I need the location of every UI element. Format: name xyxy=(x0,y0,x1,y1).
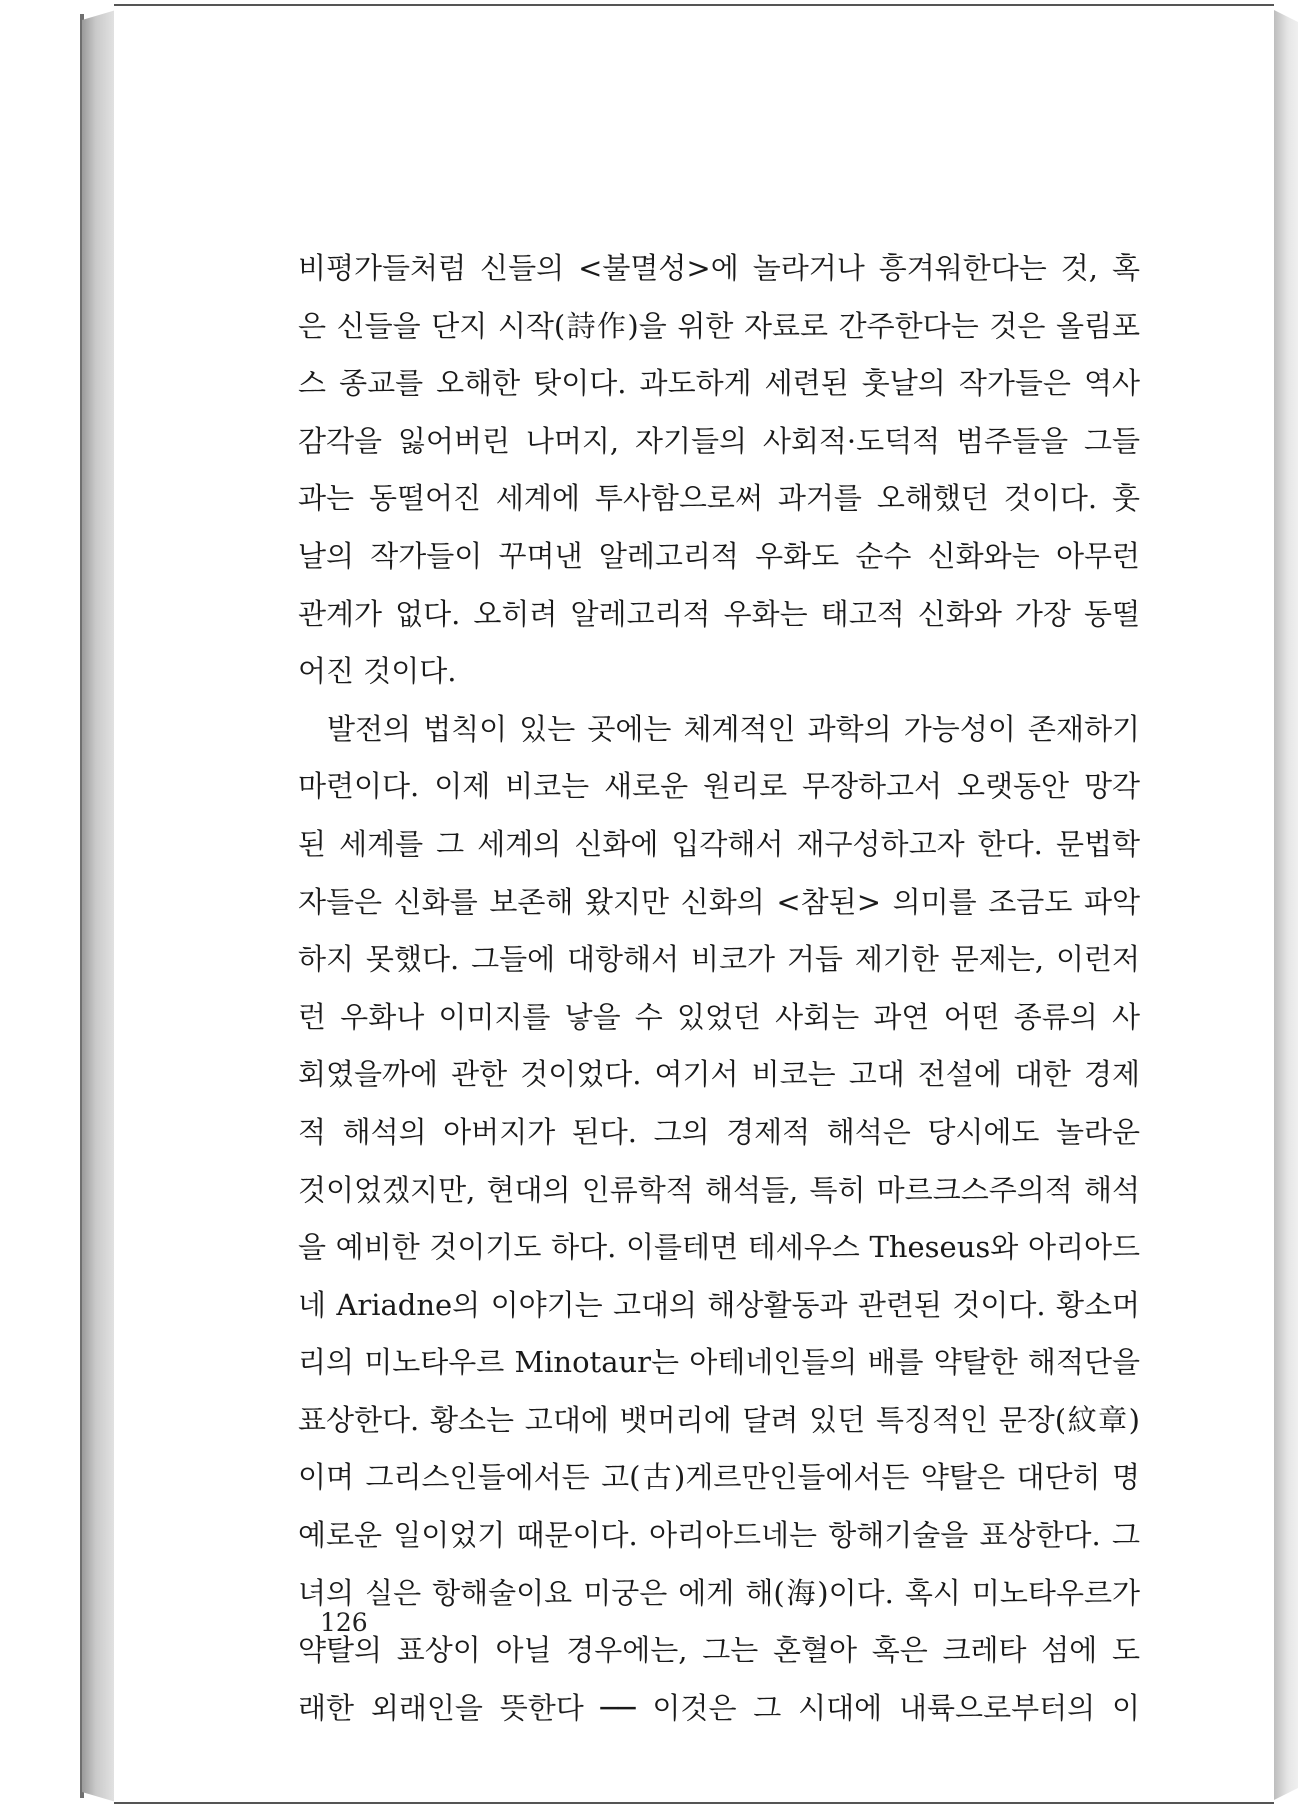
text-line: 된 세계를 그 세계의 신화에 입각해서 재구성하고자 한다. 문법학 xyxy=(298,826,1140,861)
text-line: 비평가들처럼 신들의 <불멸성>에 놀라거나 흥겨워한다는 것, 혹 xyxy=(298,251,1140,285)
text-line: 네 Ariadne의 이야기는 고대의 해상활동과 관련된 것이다. 황소머 xyxy=(298,1287,1140,1322)
text-line: 을 예비한 것이기도 하다. 이를테면 테세우스 Theseus와 아리아드 xyxy=(298,1230,1140,1265)
text-line: 래한 외래인을 뜻한다 ── 이것은 그 시대에 내륙으로부터의 이 xyxy=(298,1690,1140,1725)
book-spine xyxy=(82,10,116,1802)
text-line: 마련이다. 이제 비코는 새로운 원리로 무장하고서 오랫동안 망각 xyxy=(298,769,1140,804)
text-line: 감각을 잃어버린 나머지, 자기들의 사회적·도덕적 범주들을 그들 xyxy=(298,423,1140,458)
body-text xyxy=(298,240,1140,1737)
text-line: 표상한다. 황소는 고대에 뱃머리에 달려 있던 특징적인 문장(紋章) xyxy=(298,1402,1140,1437)
text-line: 과는 동떨어진 세계에 투사함으로써 과거를 오해했던 것이다. 훗 xyxy=(298,481,1140,516)
text-line: 회였을까에 관한 것이었다. 여기서 비코는 고대 전설에 대한 경제 xyxy=(298,1057,1140,1092)
text-line: 관계가 없다. 오히려 알레고리적 우화는 태고적 신화와 가장 동떨 xyxy=(298,596,1140,631)
text-line: 약탈의 표상이 아닐 경우에는, 그는 혼혈아 혹은 크레타 섬에 도 xyxy=(298,1633,1140,1668)
text-line: 은 신들을 단지 시작(詩作)을 위한 자료로 간주한다는 것은 올림포 xyxy=(298,308,1140,343)
text-line: 런 우화나 이미지를 낳을 수 있었던 사회는 과연 어떤 종류의 사 xyxy=(298,999,1140,1034)
page-number: 126 xyxy=(320,1608,368,1637)
page-shadow xyxy=(1274,10,1314,1800)
text-line: 녀의 실은 항해술이요 미궁은 에게 해(海)이다. 혹시 미노타우르가 xyxy=(298,1575,1140,1610)
text-line: 리의 미노타우르 Minotaur는 아테네인들의 배를 약탈한 해적단을 xyxy=(298,1345,1140,1380)
text-line: 어진 것이다. xyxy=(298,654,457,689)
text-line: 발전의 법칙이 있는 곳에는 체계적인 과학의 가능성이 존재하기 xyxy=(327,711,1140,746)
text-line: 것이었겠지만, 현대의 인류학적 해석들, 특히 마르크스주의적 해석 xyxy=(298,1172,1140,1207)
text-line: 예로운 일이었기 때문이다. 아리아드네는 항해기술을 표상한다. 그 xyxy=(298,1518,1140,1553)
text-line: 날의 작가들이 꾸며낸 알레고리적 우화도 순수 신화와는 아무런 xyxy=(298,538,1140,573)
text-line: 적 해석의 아버지가 된다. 그의 경제적 해석은 당시에도 놀라운 xyxy=(298,1114,1140,1149)
text-line: 이며 그리스인들에서든 고(古)게르만인들에서든 약탈은 대단히 명 xyxy=(298,1460,1140,1495)
text-line: 스 종교를 오해한 탓이다. 과도하게 세련된 훗날의 작가들은 역사 xyxy=(298,366,1140,401)
text-line: 자들은 신화를 보존해 왔지만 신화의 <참된> 의미를 조금도 파악 xyxy=(298,884,1140,919)
text-line: 하지 못했다. 그들에 대항해서 비코가 거듭 제기한 문제는, 이런저 xyxy=(298,942,1140,977)
